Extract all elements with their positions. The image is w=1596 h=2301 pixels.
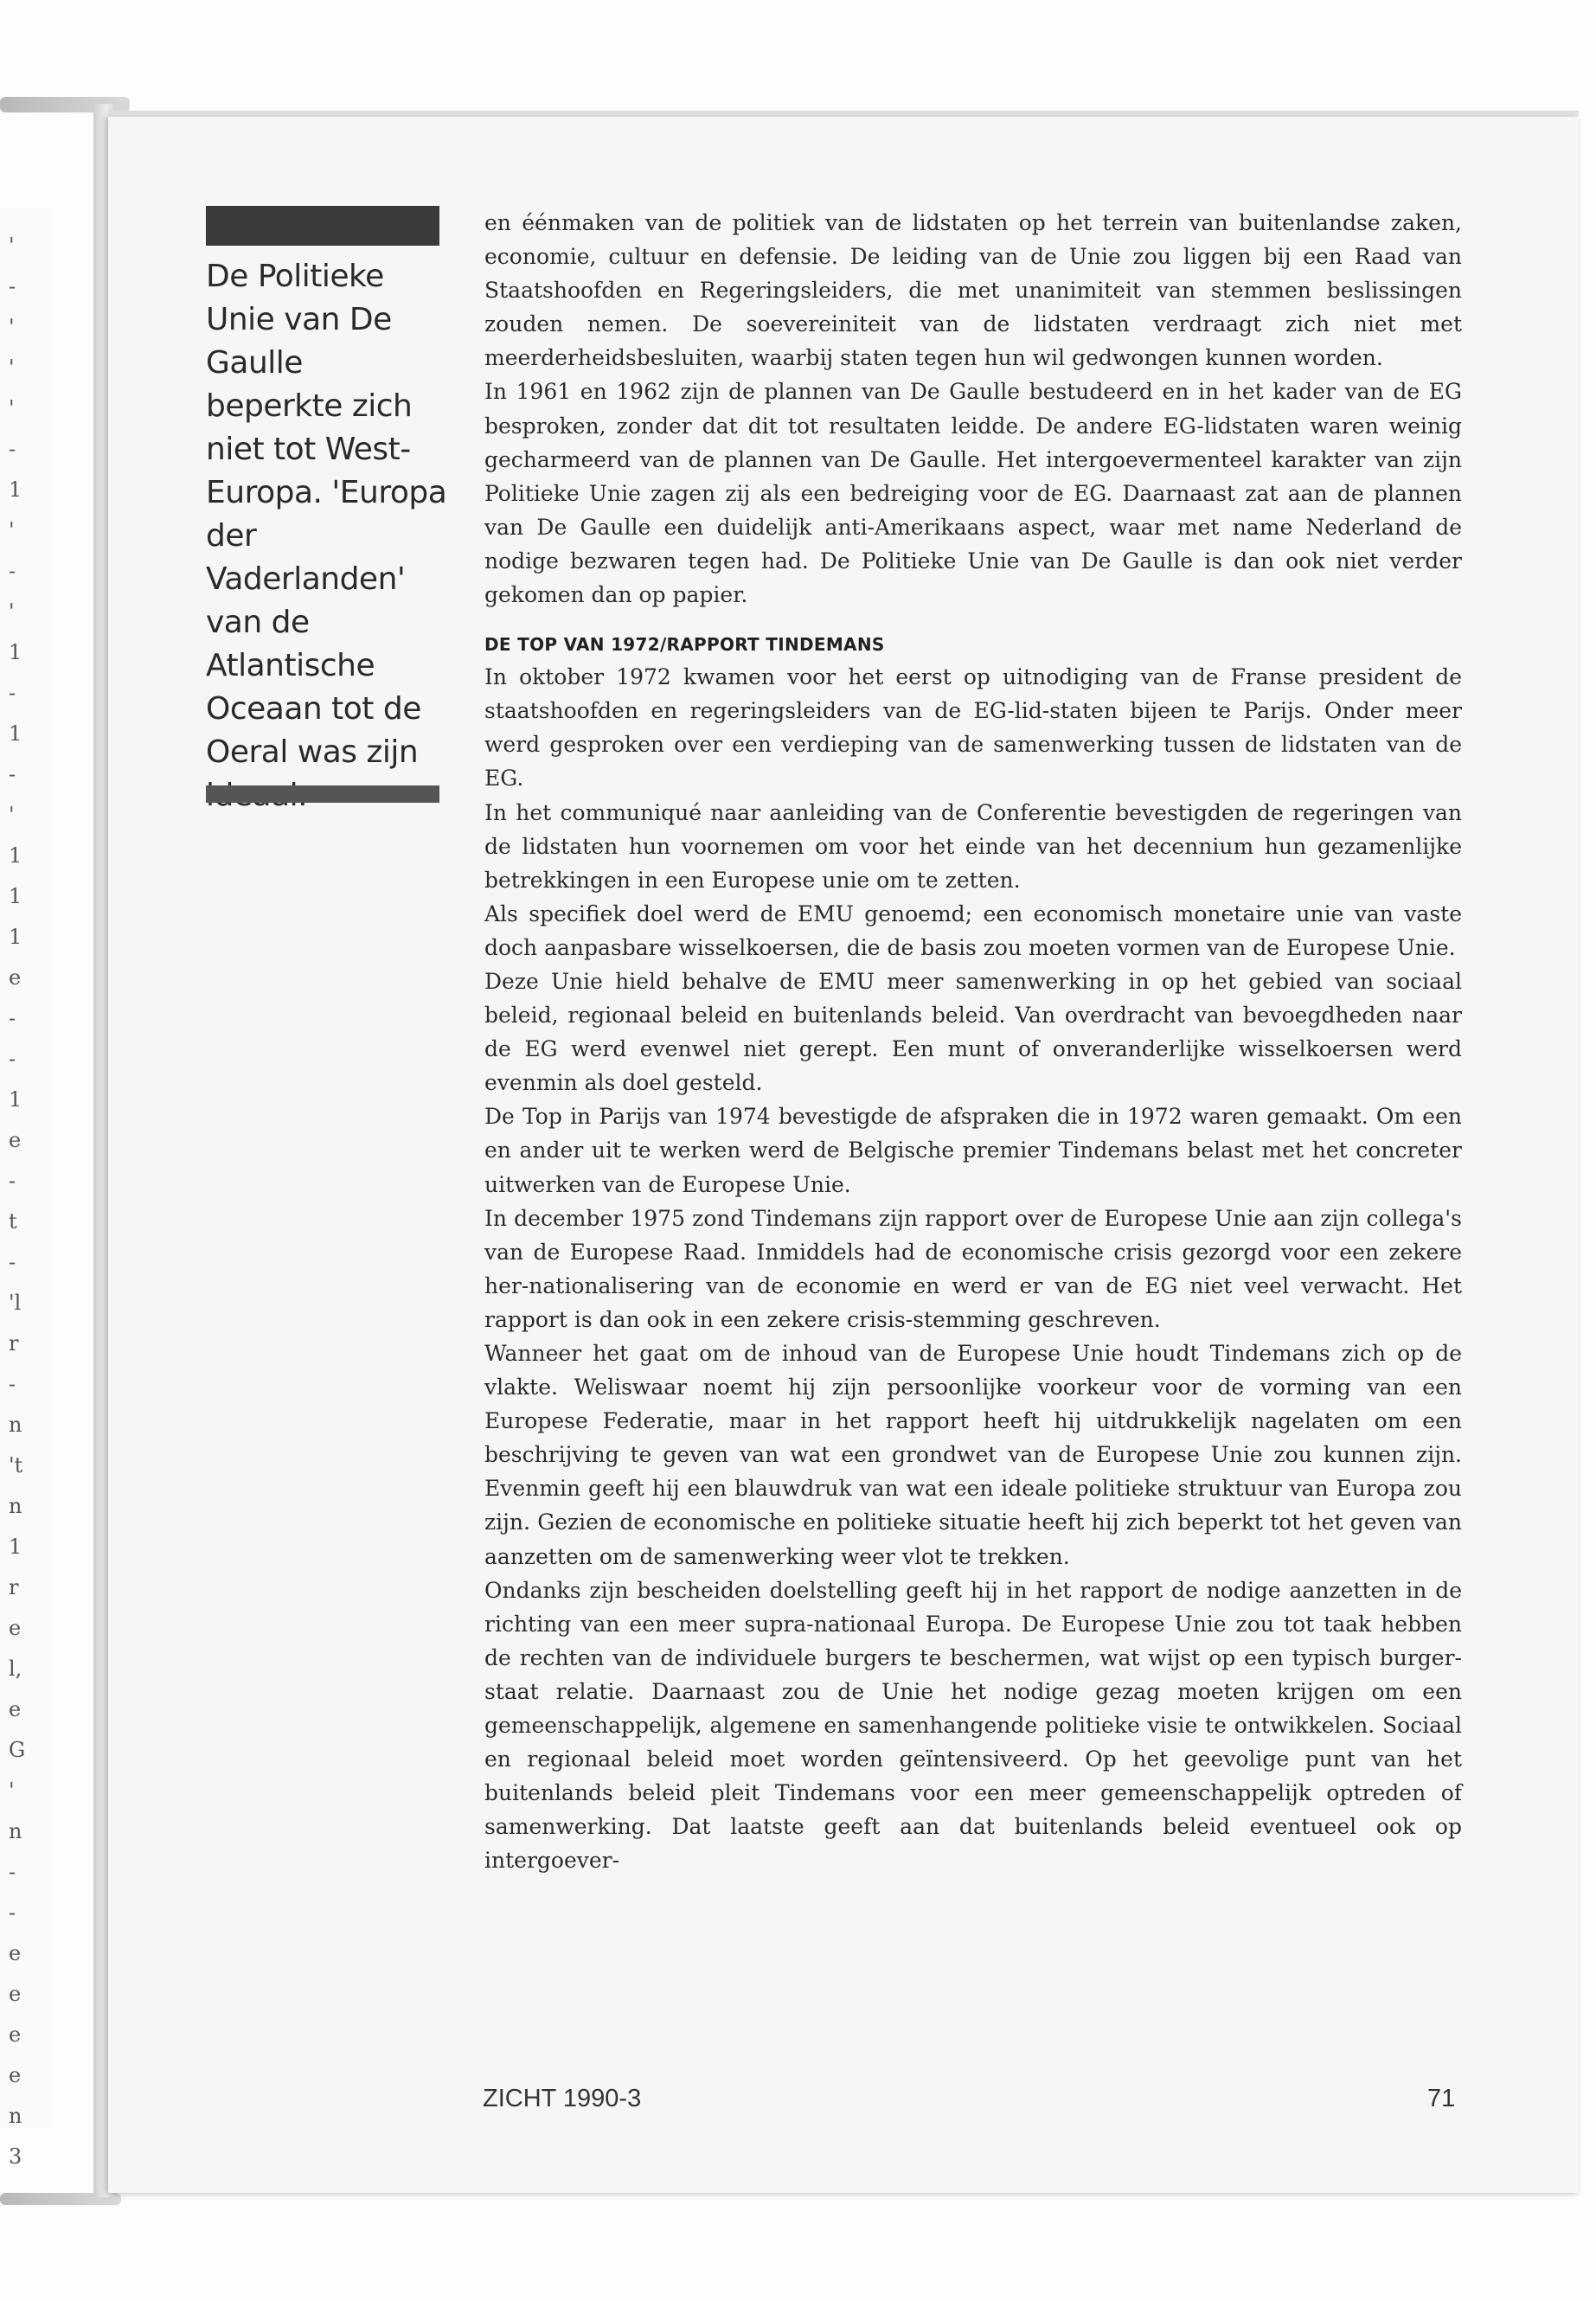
margin-fragment: l, [9, 1657, 22, 1681]
footer-publication: ZICHT 1990-3 [483, 2085, 642, 2112]
margin-fragment: - [9, 1860, 16, 1884]
margin-fragment: ' [9, 356, 15, 380]
margin-fragment: - [9, 274, 16, 298]
article-paragraph: De Top in Parijs van 1974 bevestigde de afspraken die in 1972 waren gemaakt. Om een en ander uit te werken werd de Belgische premier Tindemans belast met het concreter uitwerken van de Europese Unie. [484, 1104, 1462, 1197]
margin-fragment: ' [9, 599, 15, 624]
article-paragraph: In 1961 en 1962 zijn de plannen van De Gaulle bestudeerd en in het kader van de EG besproken, zonder dat dit tot resultaten leidde. De andere EG-lidstaten waren weinig gecharmeerd van de plannen van De Gaulle. Het intergoevermenteel karakter van zijn Politieke Unie zagen zij als een bedreiging voor de EG. Daarnaast zat aan de plannen van De Gaulle een duidelijk anti-Amerikaans aspect, waar met name Nederland de nodige bezwaren tegen had. De Politieke Unie van De Gaulle is dan ook niet verder gekomen dan op papier. [484, 379, 1462, 608]
margin-fragment: 't [9, 1453, 23, 1477]
margin-fragment: r [9, 1331, 19, 1356]
margin-fragment: - [9, 762, 16, 786]
margin-fragment: e [9, 1982, 22, 2006]
margin-fragment: - [9, 1900, 16, 1925]
margin-fragment: - [9, 681, 16, 705]
section-heading: DE TOP VAN 1972/RAPPORT TINDEMANS [484, 634, 885, 656]
margin-fragment: 1 [9, 478, 22, 502]
margin-fragment: ' [9, 234, 15, 258]
margin-fragment: 1 [9, 925, 22, 949]
article-paragraph: Ondanks zijn bescheiden doelstelling geeft hij in het rapport de nodige aanzetten in de richting van een meer supra-nationaal Europa. De Europese Unie zou tot taak hebben de rechten van de individuele burgers te beschermen, wat wijst op een typisch burger-staat relatie. Daarnaast zou de Unie het nodige gezag moeten krijgen om een gemeenschappelijk, algemene en samenhangende politieke visie te ontwikkelen. Sociaal en regionaal beleid moet worden geïntensiveerd. Op het geevolige punt van het buitenlands beleid pleit Tindemans voor een meer gemeenschappelijk optreden of samenwerking. Dat laatste geeft aan dat buitenlands beleid eventueel ook op intergoever- [484, 1577, 1462, 1874]
footer-page-number: 71 [1427, 2085, 1456, 2112]
margin-fragment: 1 [9, 884, 22, 908]
margin-fragment: 1 [9, 721, 22, 746]
margin-fragment: - [9, 1250, 16, 1274]
margin-fragment: ' [9, 1779, 15, 1803]
margin-fragment: - [9, 1047, 16, 1071]
margin-fragment: 1 [9, 1087, 22, 1112]
sidebar-decor-bar-bottom [206, 785, 439, 803]
margin-fragment: n [9, 1494, 22, 1518]
article-paragraph: Wanneer het gaat om de inhoud van de Europese Unie houdt Tindemans zich op de vlakte. Weliswaar noemt hij zijn persoonlijke voorkeur voor de vorming van een Europese Federatie, maar in het rapport heeft hij uitdrukkelijk nagelaten om een beschrijving te geven van wat een grondwet van de Europese Unie zou kunnen zijn. Evenmin geeft hij een blauwdruk van wat een ideale politieke struktuur van Europa zou zijn. Gezien de economische en politieke situatie heeft hij zich beperkt tot het geven van aanzetten om de samenwerking weer vlot te trekken. [484, 1341, 1462, 1569]
margin-fragment: ' [9, 803, 15, 827]
article-paragraph: In december 1975 zond Tindemans zijn rapport over de Europese Unie aan zijn collega's van de Europese Raad. Inmiddels had de economische crisis gezorgd voor een zekere her-nationalisering van de economie en werd er van de EG niet veel verwacht. Het rapport is dan ook in een zekere crisis-stemming geschreven. [484, 1205, 1462, 1332]
margin-fragment: n [9, 1819, 22, 1843]
margin-fragment: n [9, 1413, 22, 1437]
margin-fragment: r [9, 1575, 19, 1599]
margin-fragment: ' [9, 396, 15, 420]
margin-fragment: e [9, 1616, 22, 1640]
article-paragraph: Deze Unie hield behalve de EMU meer samenwerking in op het gebied van sociaal beleid, regionaal beleid en buitenlands beleid. Van overdracht van bevoegdheden naar de EG werd evenwel niet gerept. Een munt of onveranderlijke wisselkoersen werd evenmin als doel gesteld. [484, 968, 1462, 1096]
margin-fragment: - [9, 1006, 16, 1030]
margin-fragment: 1 [9, 843, 22, 868]
margin-fragment: ' [9, 315, 15, 339]
margin-fragment: n [9, 2104, 22, 2128]
margin-fragment: - [9, 1372, 16, 1396]
article-paragraph: In het communiqué naar aanleiding van de Conferentie bevestigden de regeringen van de lidstaten hun voornemen om voor het einde van het decennium hun gezamenlijke betrekkingen in een Europese unie om te zetten. [484, 799, 1462, 893]
sidebar-decor-bar-top [206, 206, 439, 246]
margin-fragment: e [9, 965, 22, 990]
margin-fragment: G [9, 1738, 26, 1762]
margin-fragment: t [9, 1209, 17, 1234]
article-paragraph: In oktober 1972 kwamen voor het eerst op uitnodiging van de Franse president de staatshoofden en regeringsleiders van de EG-lid-staten bijeen te Parijs. Onder meer werd gesproken over een verdieping van de samenwerking tussen de lidstaten van de EG. [484, 664, 1462, 792]
margin-fragment: e [9, 1941, 22, 1965]
margin-fragment: 1 [9, 1535, 22, 1559]
margin-fragment: 3 [9, 2144, 22, 2169]
margin-fragment: 'l [9, 1291, 22, 1315]
sidebar-pull-quote: De Politieke Unie van De Gaulle beperkte zich niet tot West-Europa. 'Europa der Vaderlanden' van de Atlantische Oceaan tot de Oeral was zijn [206, 259, 447, 770]
article-paragraph: en éénmaken van de politiek van de lidstaten op het terrein van buitenlandse zaken, economie, cultuur en defensie. De leiding van de Unie zou liggen bij een Raad van Staatshoofden en Regeringsleiders, die met unanimiteit van stemmen beslissingen zouden nemen. De soevereiniteit van de lidstaten verdraagt zich niet met meerderheidsbesluiten, waarbij staten tegen hun wil gedwongen kunnen worden. [484, 210, 1462, 371]
margin-fragment: 1 [9, 640, 22, 664]
article-paragraph: Als specifiek doel werd de EMU genoemd; een economisch monetaire unie van vaste doch aanpasbare wisselkoersen, die de basis zou moeten vormen van de Europese Unie. [484, 901, 1462, 960]
margin-fragment: ' [9, 518, 15, 542]
margin-fragment: - [9, 1169, 16, 1193]
margin-fragment: - [9, 437, 16, 461]
article-body [484, 206, 1462, 1878]
margin-fragment: e [9, 1697, 22, 1721]
margin-fragment: e [9, 2063, 22, 2087]
margin-fragment: - [9, 559, 16, 583]
margin-fragment: e [9, 2022, 22, 2047]
margin-fragment: e [9, 1128, 22, 1152]
